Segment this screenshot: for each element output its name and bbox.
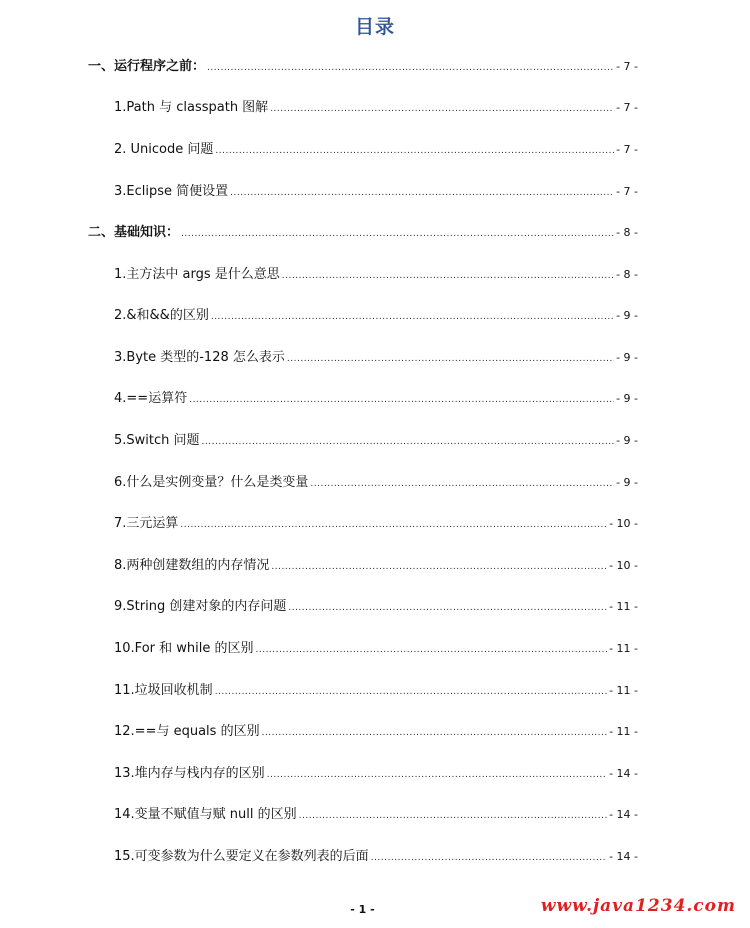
toc-entry-text: 3.Eclipse 简便设置 [114,184,229,199]
toc-entry-page: - 11 - [609,725,638,738]
toc-entry-2-7[interactable] [114,514,638,534]
toc-entry-page: - 7 - [616,143,638,156]
toc-entry-2-13[interactable] [114,764,638,784]
toc-entry-text: 14.变量不赋值与赋 null 的区别 [114,807,297,822]
toc-entry-text: 1.主方法中 args 是什么意思 [114,267,280,282]
toc-entry-1-3[interactable] [114,182,638,202]
toc-entry-2-3[interactable] [114,348,638,368]
toc-entry-page: - 8 - [616,226,638,239]
toc-entry-page: - 14 - [609,850,638,863]
toc-entry-page: - 8 - [616,268,638,281]
toc-entry-text: 5.Switch 问题 [114,433,200,448]
toc-entry-page: - 11 - [609,684,638,697]
toc-entry-2-2[interactable] [114,306,638,326]
toc-entry-2-15[interactable] [114,847,638,867]
toc-entry-text: 9.String 创建对象的内存问题 [114,599,287,614]
toc-entry-page: - 7 - [616,101,638,114]
toc-leader-dots [287,349,614,369]
toc-entry-text: 11.垃圾回收机制 [114,683,213,698]
toc-leader-dots [189,390,614,410]
toc-leader-dots [215,682,607,702]
toc-entry-2-1[interactable] [114,265,638,285]
toc-leader-dots [255,640,607,660]
toc-entry-2-14[interactable] [114,805,638,825]
toc-entry-text: 10.For 和 while 的区别 [114,641,254,656]
toc-entry-page: - 10 - [609,559,638,572]
toc-entry-page: - 9 - [616,309,638,322]
toc-entry-text: 6.什么是实例变量？什么是类变量 [114,475,309,490]
toc-entry-text: 13.堆内存与栈内存的区别 [114,766,265,781]
toc-entry-1-2[interactable] [114,140,638,160]
toc-leader-dots [181,224,614,244]
toc-leader-dots [288,598,607,618]
toc-entry-section-1[interactable] [88,57,638,77]
toc-entry-1-1[interactable] [114,98,638,118]
toc-entry-page: - 9 - [616,476,638,489]
toc-title: 目录 [354,16,395,38]
toc-entry-page: - 9 - [616,392,638,405]
toc-entry-text: 12.==与 equals 的区别 [114,724,260,739]
watermark: www.java1234.com [540,896,736,916]
toc-entry-text: 一、运行程序之前： [88,59,206,74]
toc-entry-2-11[interactable] [114,681,638,701]
toc-entry-page: - 9 - [616,434,638,447]
toc-entry-page: - 9 - [616,351,638,364]
toc-leader-dots [299,806,607,826]
toc-leader-dots [207,58,614,78]
toc-entry-2-10[interactable] [114,639,638,659]
toc-leader-dots [271,557,607,577]
toc-entry-page: - 7 - [616,185,638,198]
toc-entry-page: - 11 - [609,600,638,613]
toc-entry-text: 1.Path 与 classpath 图解 [114,100,269,115]
page-number: - 1 - [350,903,375,916]
toc-entry-2-9[interactable] [114,597,638,617]
toc-leader-dots [267,765,607,785]
toc-leader-dots [230,183,614,203]
toc-entry-text: 4.==运算符 [114,391,188,406]
toc-leader-dots [282,266,614,286]
toc-leader-dots [202,432,615,452]
toc-entry-text: 8.两种创建数组的内存情况 [114,558,270,573]
toc-entry-section-2[interactable] [88,223,638,243]
toc-leader-dots [310,474,614,494]
toc-entry-page: - 11 - [609,642,638,655]
toc-entry-text: 15.可变参数为什么要定义在参数列表的后面 [114,849,369,864]
toc-entry-page: - 7 - [616,60,638,73]
toc-leader-dots [371,848,607,868]
toc-leader-dots [270,99,614,119]
toc-entry-2-12[interactable] [114,722,638,742]
toc-leader-dots [180,515,607,535]
toc-entry-2-8[interactable] [114,556,638,576]
toc-entry-text: 2. Unicode 问题 [114,142,214,157]
toc-entry-page: - 10 - [609,517,638,530]
toc-entry-text: 7.三元运算 [114,516,179,531]
toc-entry-page: - 14 - [609,808,638,821]
toc-entry-text: 2.&和&&的区别 [114,308,209,323]
toc-leader-dots [215,141,614,161]
toc-entry-text: 3.Byte 类型的-128 怎么表示 [114,350,285,365]
toc-entry-2-6[interactable] [114,473,638,493]
toc-entry-text: 二、基础知识： [88,225,180,240]
toc-leader-dots [262,723,607,743]
toc-leader-dots [211,307,614,327]
toc-entry-2-5[interactable] [114,431,638,451]
toc-entry-page: - 14 - [609,767,638,780]
toc-entry-2-4[interactable] [114,389,638,409]
